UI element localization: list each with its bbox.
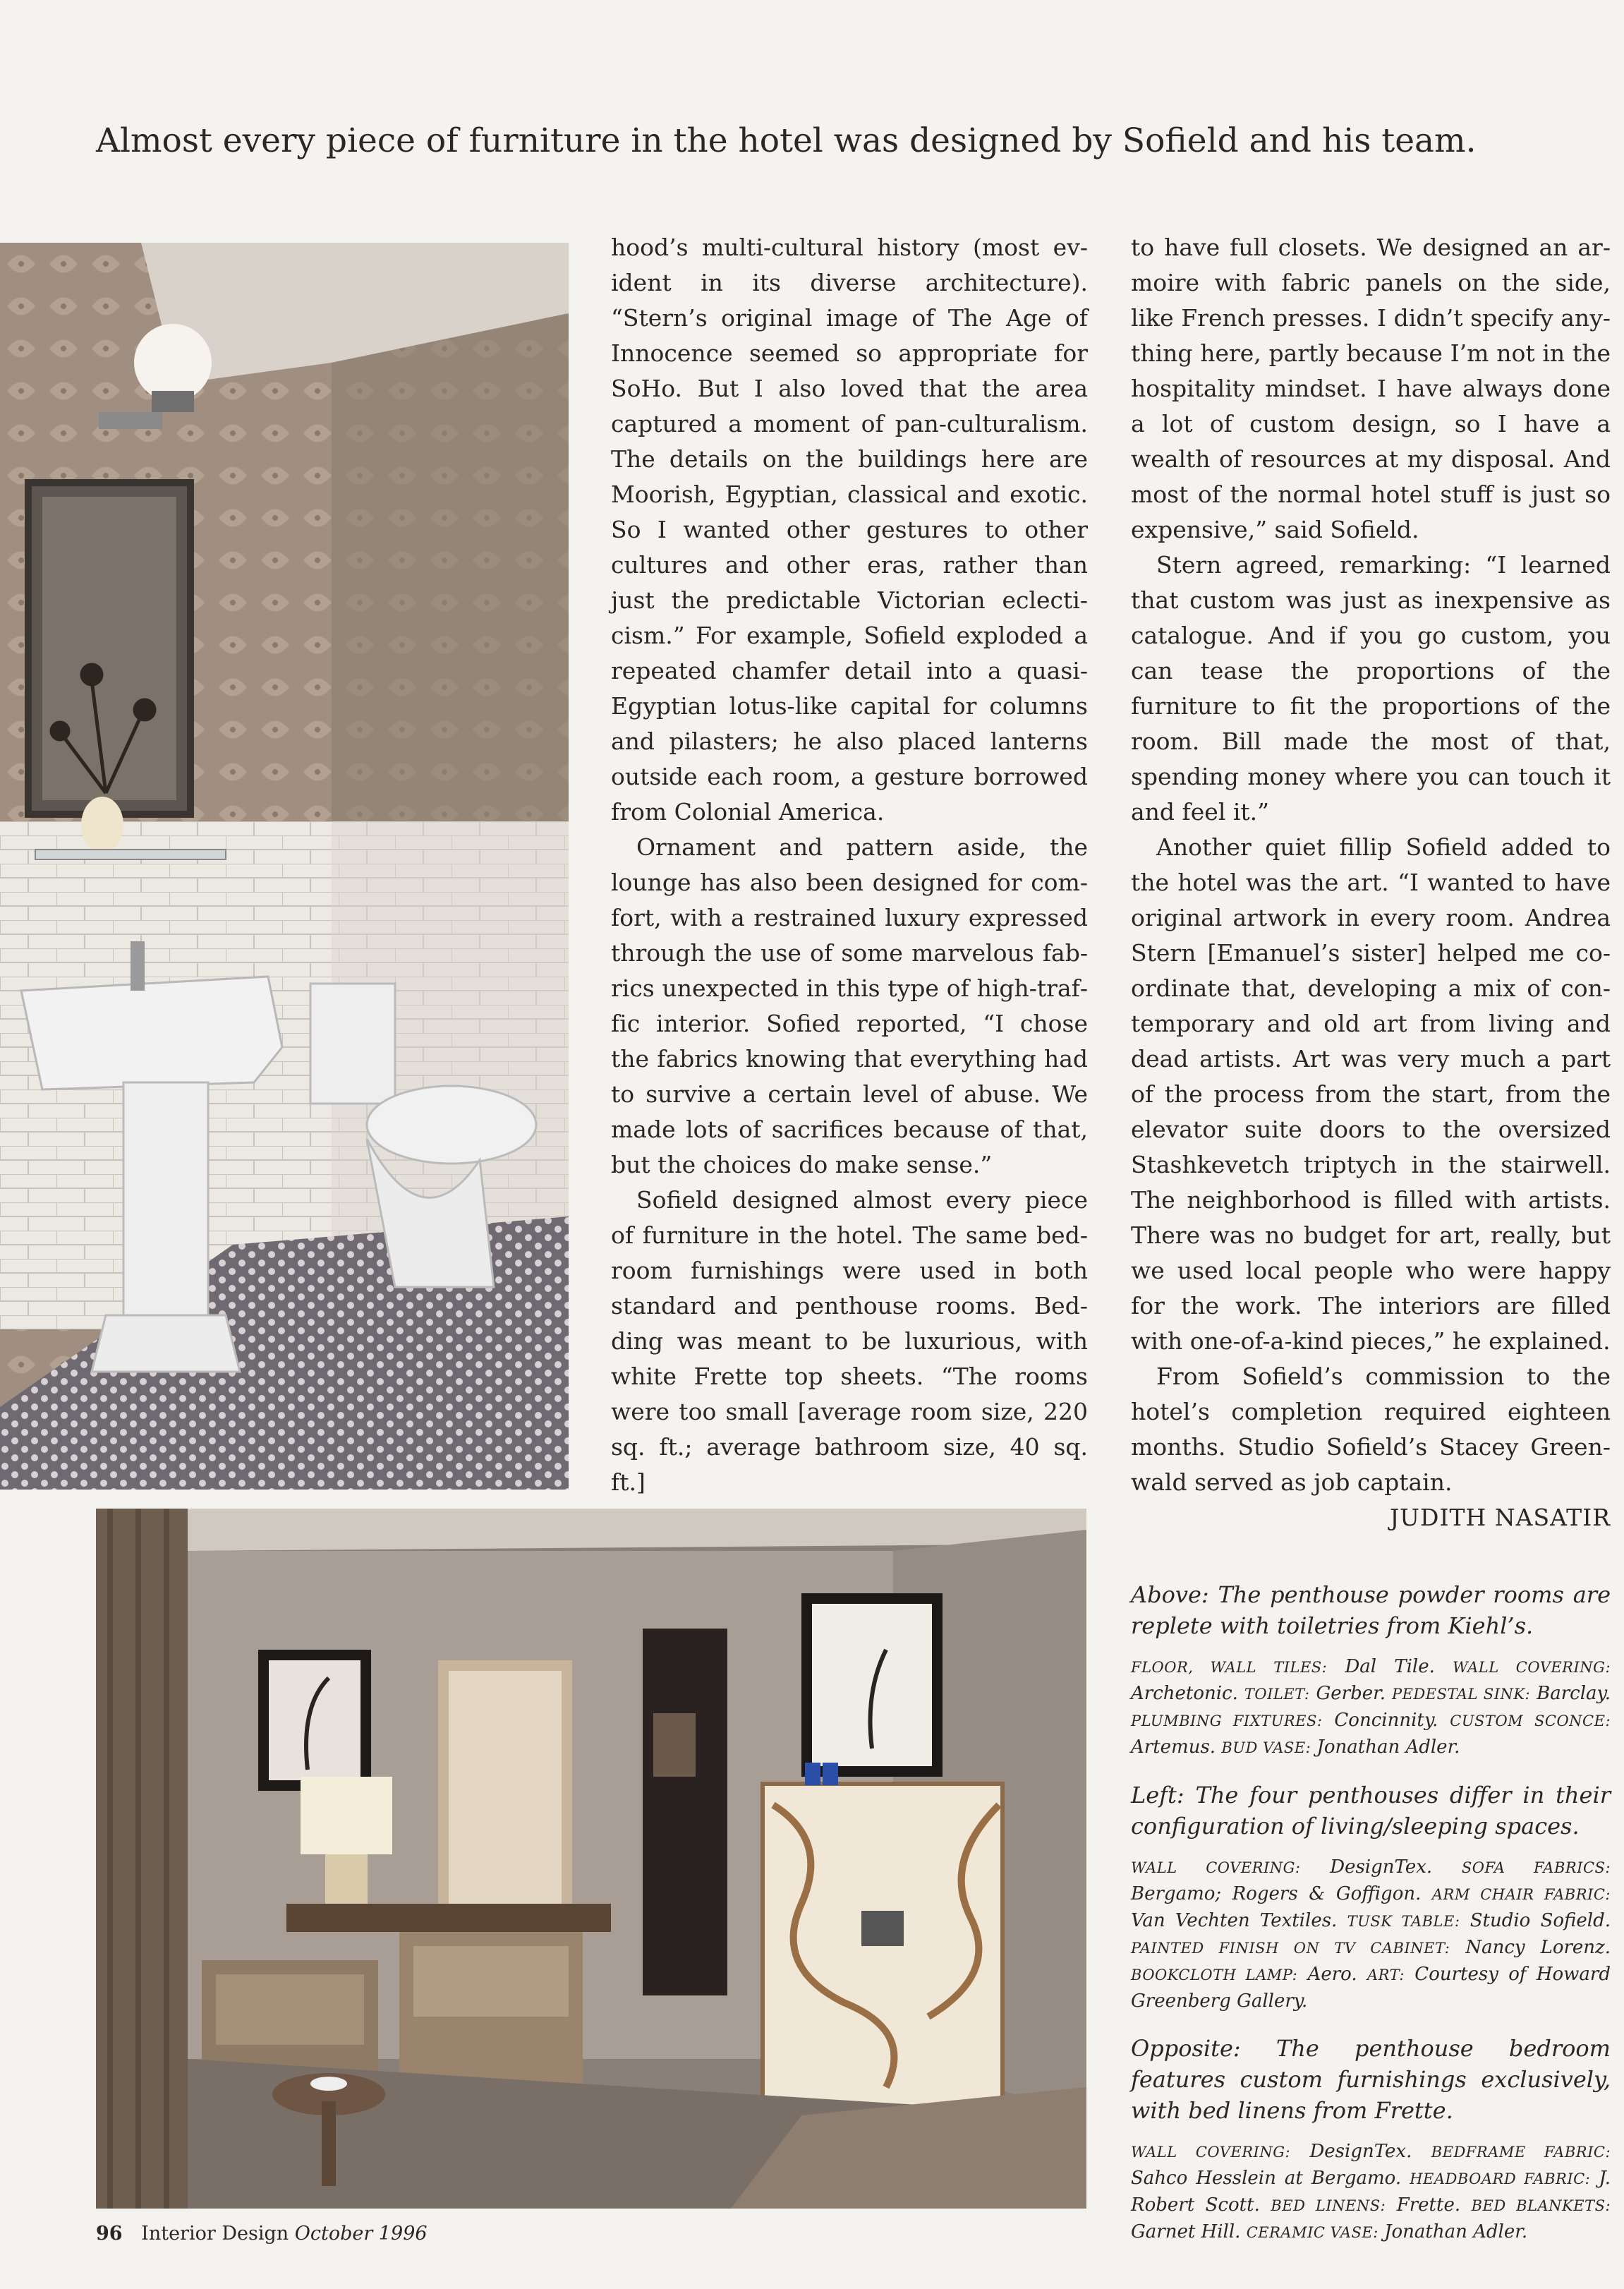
paragraph: Another quiet fillip Sofield added to the hotel was the art. “I wanted to have original artwork in every room. Andrea Stern [Emanuel’s sister] helped me coordinate that, developing a mix of contemporary and old art from living and dead artists. Art was very much a part of the process from the start, from the elevator suite doors to the oversized Stashkevetch triptych in the stairwell. The neighborhood is filled with artists. There was no budget for art, really, but we used local people who were happy for the work. The interiors are filled with one-of-a-kind pieces,” he explained. [1131, 833, 1611, 1355]
credit-value: Aero. [1307, 1964, 1357, 1985]
credit-value: Sahco Hesslein at Bergamo. [1131, 2168, 1402, 2189]
credit-label: SOFA FABRICS: [1461, 1859, 1611, 1876]
caption-above-credits [1131, 1654, 1611, 1761]
page-footer [96, 2223, 428, 2245]
credit-value: Jonathan Adler. [1384, 2221, 1528, 2242]
page-headline: Almost every piece of furniture in the hotel was designed by Sofield and his team. [96, 121, 1477, 160]
caption-opposite-credits [1131, 2139, 1611, 2246]
credit-label: WALL COVERING: [1131, 2144, 1291, 2161]
page-number: 96 [96, 2223, 123, 2245]
credit-label: TUSK TABLE: [1347, 1913, 1460, 1930]
caption-above-head: Above: The penthouse powder rooms are replete with toiletries from Kiehl’s. [1131, 1581, 1611, 1639]
lounge-photo [96, 1509, 1086, 2209]
credit-label: CERAMIC VASE: [1246, 2224, 1378, 2241]
credit-value: Concinnity. [1334, 1710, 1438, 1731]
credit-value: DesignTex. [1309, 2141, 1412, 2162]
credit-label: FLOOR, WALL TILES: [1131, 1659, 1328, 1676]
credit-value: Jonathan Adler. [1316, 1737, 1460, 1758]
credit-value: Gerber. [1316, 1683, 1386, 1704]
credit-value: Dal Tile. [1345, 1656, 1435, 1677]
credit-label: CUSTOM SCONCE: [1450, 1713, 1611, 1729]
credit-value: Bergamo; Rogers & Goffigon. [1131, 1883, 1422, 1904]
credit-value: Artemus. [1131, 1737, 1216, 1758]
credit-label: BED LINENS: [1271, 2197, 1386, 2214]
paragraph: hood’s multi-cultural history (most evident in its diverse architecture). “Stern’s original image of The Age of Innocence seemed so appropriate for SoHo. But I also loved that the area captured a moment of pan-culturalism. The details on the buildings here are Moorish, Egyptian, classical and exotic. So I wanted other gestures to other cultures and other eras, rather than just the predictable Victorian eclecticism.” For example, Sofield exploded a repeated chamfer detail into a quasi-Egyptian lotus-like capital for columns and pilasters; he also placed lanterns outside each room, a gesture borrowed from Colonial America. [611, 234, 1088, 826]
credit-value: Courtesy of Howard Greenberg Gallery. [1131, 1964, 1611, 2012]
paragraph: From Sofield’s commission to the hotel’s completion required eighteen months. Studio Sofield’s Stacey Greenwald served as job captain. [1131, 1363, 1611, 1496]
credit-value: Studio Sofield. [1470, 1910, 1611, 1931]
credit-value: Archetonic. [1131, 1683, 1238, 1704]
credit-label: PAINTED FINISH ON TV CABINET: [1131, 1940, 1450, 1957]
caption-left-credits [1131, 1854, 1611, 2015]
credit-label: BOOKCLOTH LAMP: [1131, 1967, 1298, 1983]
credit-value: J. Robert Scott. [1131, 2168, 1611, 2216]
credit-label: WALL COVERING: [1131, 1859, 1301, 1876]
credit-label: BUD VASE: [1221, 1739, 1311, 1756]
credit-value: Garnet Hill. [1131, 2221, 1241, 2242]
issue-date: October 1996 [294, 2223, 428, 2245]
caption-left-head: Left: The four penthouses differ in their configuration of living/sleeping spaces. [1131, 1782, 1611, 1840]
credit-value: Frette. [1396, 2194, 1461, 2216]
credit-label: PLUMBING FIXTURES: [1131, 1713, 1323, 1729]
credit-label: BED BLANKETS: [1471, 2197, 1611, 2214]
paragraph: Stern agreed, remarking: “I learned that custom was just as inexpensive as catalogue. And if you go custom, you can tease the proportions of the furniture to fit the proportions of the room. Bill made the most of that, spending money where you can touch it and feel it.” [1131, 551, 1611, 826]
credit-value: Barclay. [1537, 1683, 1611, 1704]
credit-label: PEDESTAL SINK: [1391, 1686, 1531, 1703]
credit-label: ART: [1367, 1967, 1405, 1983]
paragraph: to have full closets. We designed an armoire with fabric panels on the side, like French presses. I didn’t specify anything here, partly because I’m not in the hospitality mindset. I have always done a lot of custom design, so I have a wealth of resources at my disposal. And most of the normal hotel stuff is just so expensive,” said Sofield. [1131, 234, 1611, 543]
credit-value: DesignTex. [1330, 1856, 1433, 1878]
credit-value: Nancy Lorenz. [1465, 1937, 1611, 1958]
photo-captions [1131, 1579, 1611, 2264]
caption-opposite-head: Opposite: The penthouse bedroom features custom furnishings exclusively, with bed linens from Frette. [1131, 2035, 1611, 2124]
article-column-right [1131, 230, 1611, 1535]
author-byline: JUDITH NASATIR [1389, 1504, 1611, 1531]
credit-label: WALL COVERING: [1453, 1659, 1611, 1676]
paragraph: Ornament and pattern aside, the lounge has also been designed for comfort, with a restrained luxury expressed through the use of some marvelous fabrics unexpected in this type of high-traffic interior. Sofied reported, “I chose the fabrics knowing that everything had to survive a certain level of abuse. We made lots of sacrifices because of that, but the choices do make sense.” [611, 833, 1088, 1178]
credit-label: HEADBOARD FABRIC: [1410, 2170, 1591, 2187]
credit-label: BEDFRAME FABRIC: [1431, 2144, 1611, 2161]
article-column-middle [611, 230, 1088, 1500]
credit-label: ARM CHAIR FABRIC: [1431, 1886, 1611, 1903]
credit-label: TOILET: [1244, 1686, 1310, 1703]
bathroom-photo [0, 243, 569, 1490]
paragraph: Sofield designed almost every piece of furniture in the hotel. The same bedroom furnishings were used in both standard and penthouse rooms. Bedding was meant to be luxurious, with white Frette top sheets. “The rooms were too small [average room size, 220 sq. ft.; average bathroom size, 40 sq. ft.] [611, 1186, 1088, 1496]
credit-value: Van Vechten Textiles. [1131, 1910, 1338, 1931]
magazine-name: Interior Design [141, 2223, 289, 2245]
